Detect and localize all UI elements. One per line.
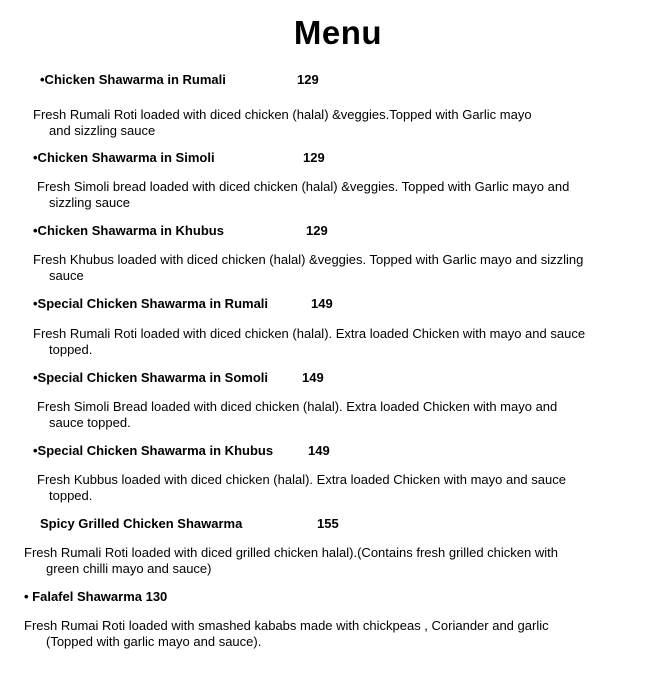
menu-item-name: •Special Chicken Shawarma in Rumali (33, 296, 269, 311)
menu-item-description (24, 618, 549, 650)
menu-item-name: • Falafel Shawarma 130 (24, 589, 168, 604)
description-line: Fresh Rumali Roti loaded with diced chicken (halal). Extra loaded Chicken with mayo and sauce (33, 326, 586, 341)
menu-item-description (33, 107, 532, 139)
menu-item-description (24, 545, 558, 577)
description-line: (Topped with garlic mayo and sauce). (46, 634, 262, 649)
menu-item-price: 149 (302, 370, 324, 385)
menu-item-description (37, 399, 557, 431)
description-line: sauce topped. (49, 415, 131, 430)
menu-item-name: •Special Chicken Shawarma in Khubus (33, 443, 274, 458)
description-line: Fresh Rumali Roti loaded with diced chicken (halal) &veggies.Topped with Garlic mayo (33, 107, 532, 122)
description-line: Fresh Kubbus loaded with diced chicken (halal). Extra loaded Chicken with mayo and sauce (37, 472, 566, 487)
description-line: and sizzling sauce (49, 123, 156, 138)
menu-item-name: •Chicken Shawarma in Rumali (40, 72, 226, 87)
menu-item-price: 129 (306, 223, 328, 238)
menu-item-name: •Chicken Shawarma in Simoli (33, 150, 215, 165)
description-line: Fresh Rumali Roti loaded with diced grilled chicken halal).(Contains fresh grilled chicken with (24, 545, 558, 560)
description-line: sizzling sauce (49, 195, 130, 210)
menu-item-price: 149 (311, 296, 333, 311)
description-line: Fresh Khubus loaded with diced chicken (halal) &veggies. Topped with Garlic mayo and sizzling (33, 252, 584, 267)
menu-item-price: 149 (308, 443, 330, 458)
menu-item-description (33, 326, 585, 358)
description-line: Fresh Simoli Bread loaded with diced chicken (halal). Extra loaded Chicken with mayo and (37, 399, 558, 414)
menu-item-description (37, 472, 566, 504)
description-line: green chilli mayo and sauce) (46, 561, 212, 576)
menu-item-name: •Chicken Shawarma in Khubus (33, 223, 224, 238)
menu-item-description (37, 179, 569, 211)
menu-item-name: Spicy Grilled Chicken Shawarma (40, 516, 243, 531)
description-line: Fresh Rumai Roti loaded with smashed kababs made with chickpeas , Coriander and garlic (24, 618, 549, 633)
description-line: topped. (49, 342, 93, 357)
menu-item-price: 129 (297, 72, 319, 87)
description-line: sauce (49, 268, 84, 283)
description-line: Fresh Simoli bread loaded with diced chicken (halal) &veggies. Topped with Garlic mayo and (37, 179, 570, 194)
menu-item-price: 129 (303, 150, 325, 165)
menu-item-price: 155 (317, 516, 339, 531)
page-title: Menu (293, 14, 383, 51)
menu-item-description (33, 252, 583, 284)
menu-item-name: •Special Chicken Shawarma in Somoli (33, 370, 269, 385)
description-line: topped. (49, 488, 93, 503)
